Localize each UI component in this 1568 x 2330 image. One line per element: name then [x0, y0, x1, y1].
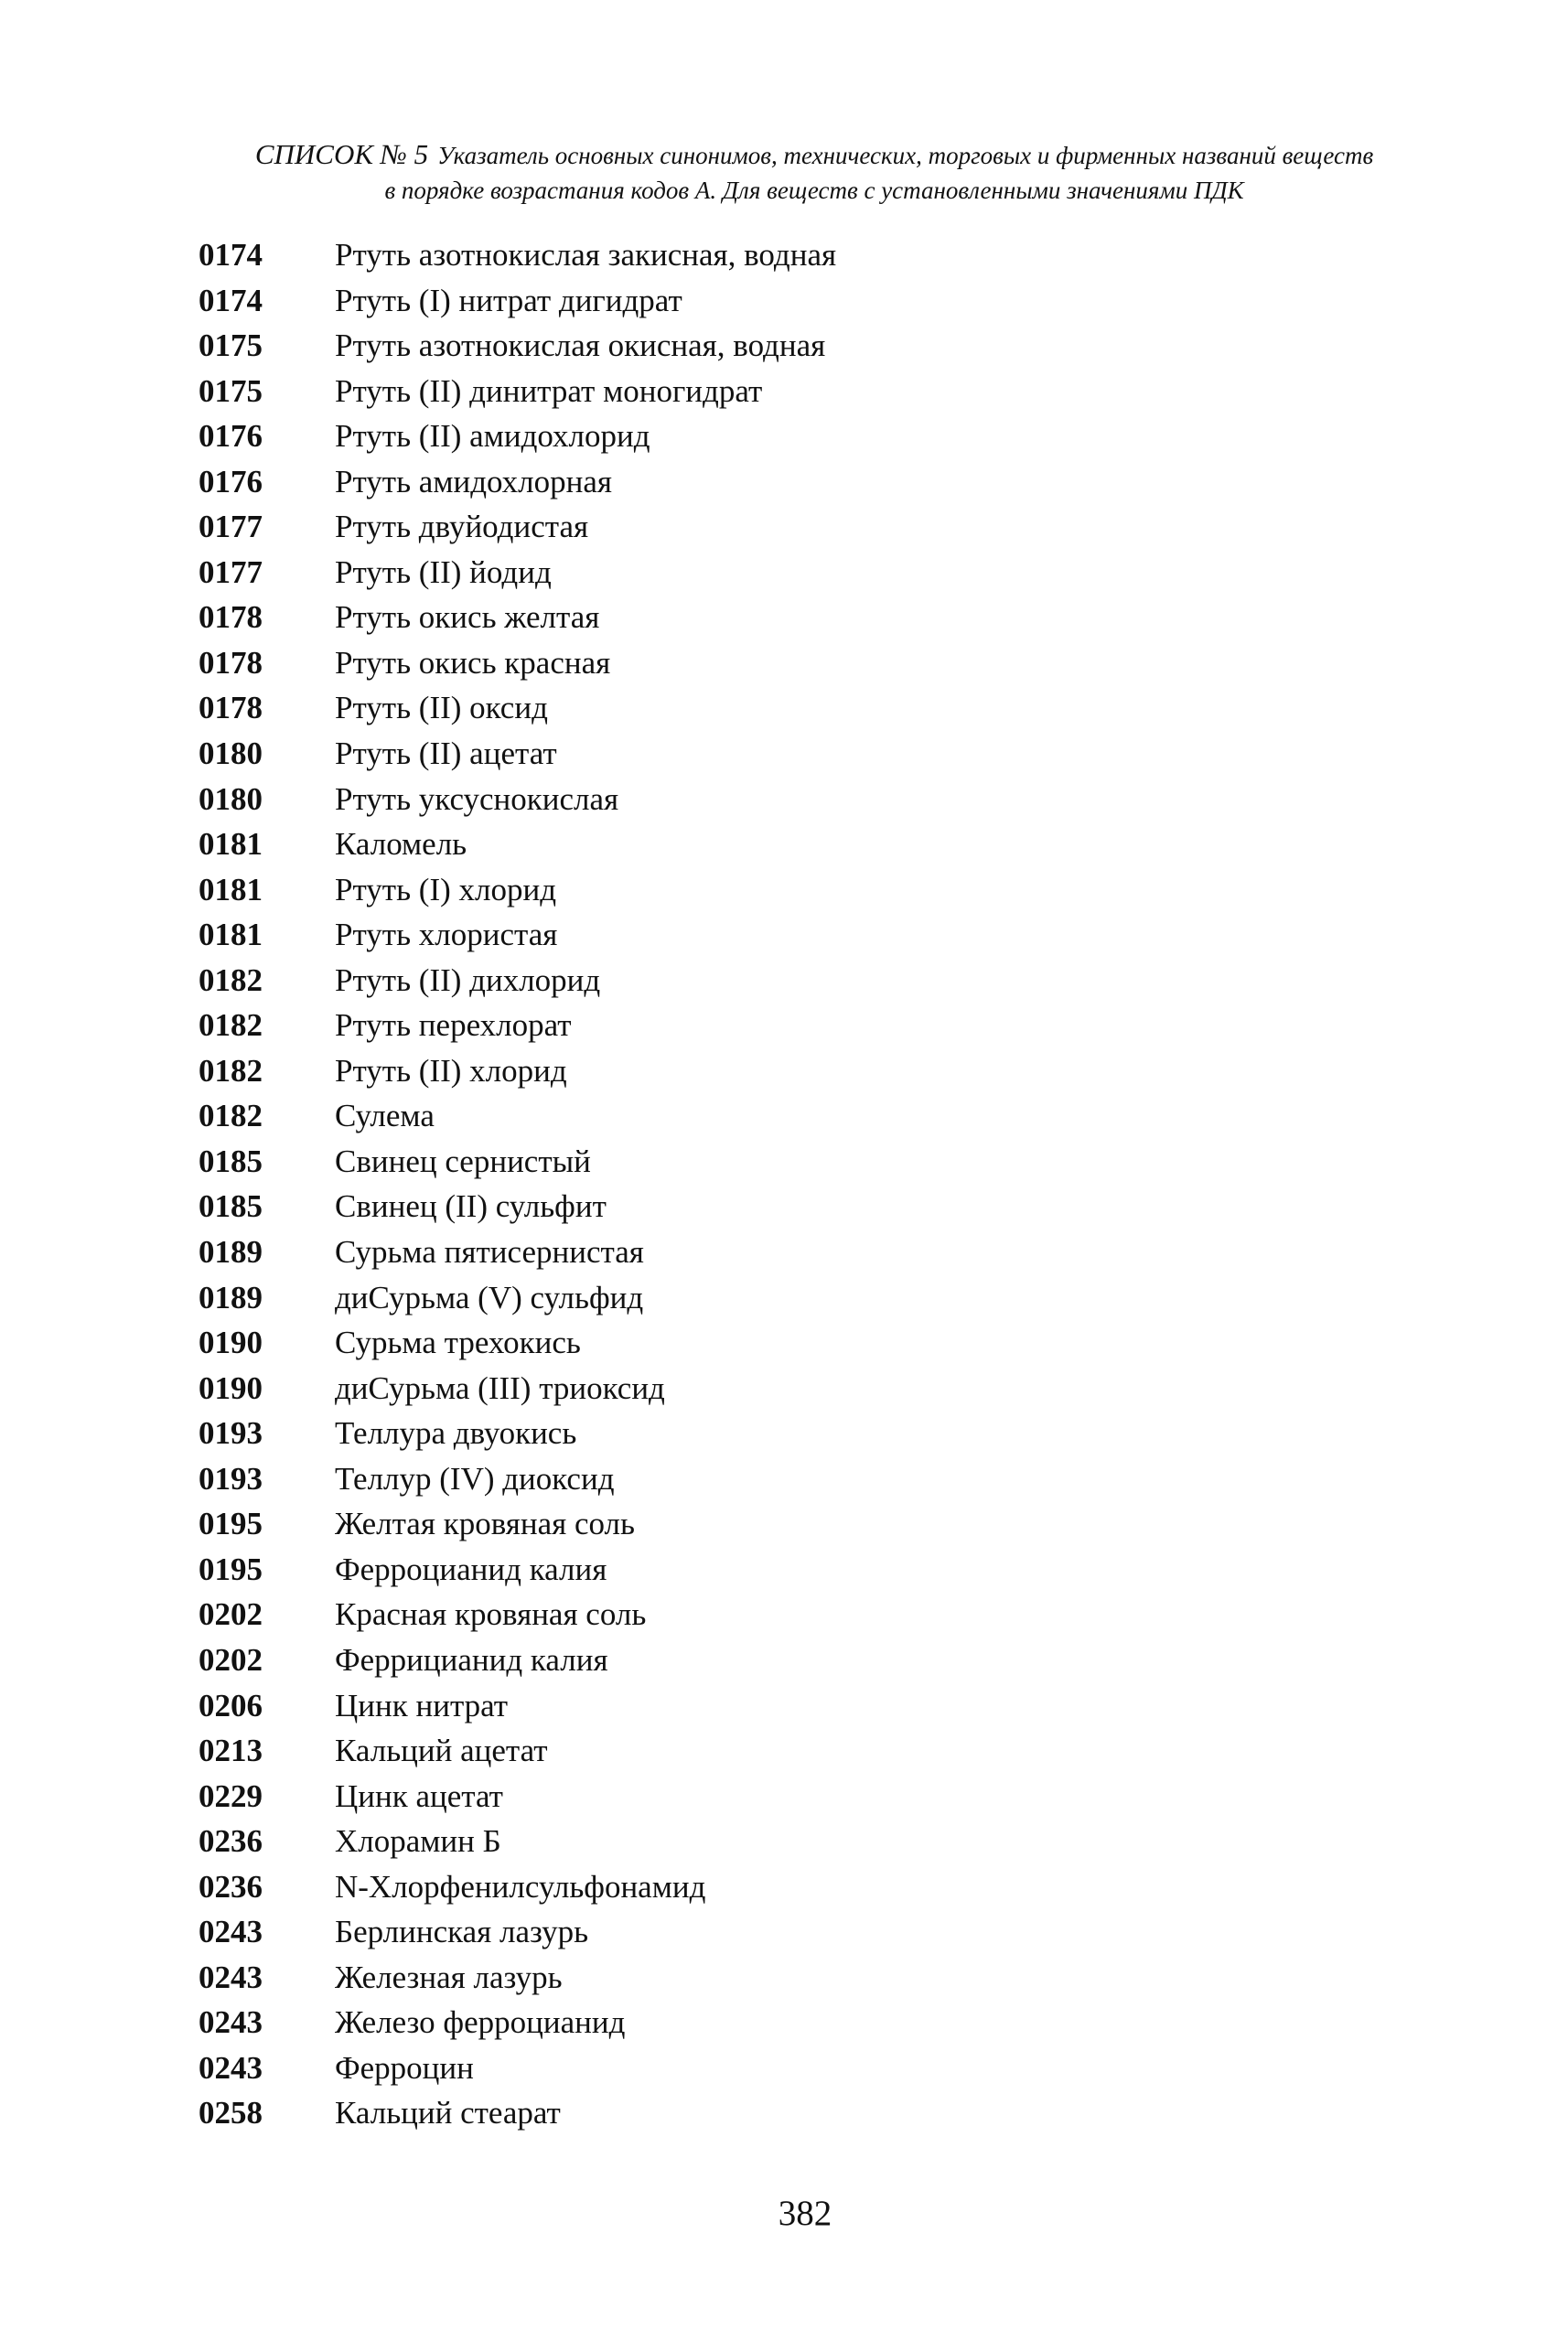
substance-code: 0243: [199, 2049, 263, 2086]
list-item: [0, 962, 1568, 1008]
substance-name: Теллур (IV) диоксид: [335, 1460, 615, 1497]
substance-name: Ртуть перехлорат: [335, 1007, 572, 1044]
substance-name: Кальций ацетат: [335, 1733, 548, 1769]
substance-name: Желтая кровяная соль: [335, 1506, 635, 1542]
list-item: [0, 283, 1568, 328]
substance-code: 0182: [199, 1007, 263, 1044]
substance-code: 0178: [199, 690, 263, 726]
list-item: [0, 917, 1568, 962]
substance-code: 0243: [199, 1914, 263, 1950]
substance-code: 0174: [199, 237, 263, 273]
substance-name: Ртуть (II) хлорид: [335, 1052, 567, 1089]
list-item: [0, 1733, 1568, 1778]
substance-code: 0185: [199, 1143, 263, 1179]
substance-name: Ртуть хлористая: [335, 917, 558, 953]
substance-name: Ртуть азотнокислая закисная, водная: [335, 237, 837, 273]
substance-code: 0189: [199, 1279, 263, 1315]
substance-name: Ртуть уксуснокислая: [335, 780, 619, 817]
substance-name: Берлинская лазурь: [335, 1914, 589, 1950]
substance-name: Ферроцианид калия: [335, 1551, 607, 1587]
substance-name: Красная кровяная соль: [335, 1596, 647, 1633]
substance-name: диСурьма (V) сульфид: [335, 1279, 644, 1315]
list-item: [0, 554, 1568, 600]
substance-code: 0213: [199, 1733, 263, 1769]
substance-code: 0175: [199, 327, 263, 364]
list-item: [0, 1596, 1568, 1642]
list-item: [0, 690, 1568, 736]
substance-name: Ртуть двуйодистая: [335, 509, 589, 545]
list-item: [0, 1688, 1568, 1734]
substance-code: 0193: [199, 1415, 263, 1452]
list-item: [0, 373, 1568, 419]
substance-code: 0185: [199, 1188, 263, 1225]
substance-name: Сурьма трехокись: [335, 1325, 581, 1361]
substance-name: N-Хлорфенилсульфонамид: [335, 1868, 706, 1905]
substance-code: 0177: [199, 553, 263, 590]
list-item: [0, 1415, 1568, 1461]
list-item: [0, 1552, 1568, 1597]
substance-name: Ртуть (II) дихлорид: [335, 961, 601, 998]
list-item: [0, 645, 1568, 691]
header-title: Указатель основных синонимов, технических, торговых и фирменных названий веществ: [437, 142, 1374, 169]
substance-code: 0181: [199, 826, 263, 863]
substance-code: 0178: [199, 599, 263, 636]
substance-code: 0202: [199, 1596, 263, 1633]
substance-name: Ртуть амидохлорная: [335, 463, 612, 499]
substance-code: 0236: [199, 1868, 263, 1905]
substance-name: Сулема: [335, 1098, 435, 1134]
substance-name: Ртуть (II) йодид: [335, 553, 552, 590]
substance-code: 0177: [199, 509, 263, 545]
substance-name: Железо ферроцианид: [335, 2004, 626, 2041]
list-item: [0, 826, 1568, 872]
substance-name: Ртуть азотнокислая окисная, водная: [335, 327, 826, 364]
header-line-1: [165, 137, 1464, 173]
list-item: [0, 872, 1568, 918]
list-item: [0, 1506, 1568, 1552]
list-item: [0, 1960, 1568, 2005]
list-item: [0, 1188, 1568, 1234]
substance-code: 0174: [199, 282, 263, 318]
list-item: [0, 418, 1568, 464]
substance-name: диСурьма (III) триоксид: [335, 1369, 665, 1406]
substance-code: 0181: [199, 871, 263, 907]
list-item: [0, 599, 1568, 645]
substance-name: Железная лазурь: [335, 1959, 563, 1995]
list-item: [0, 464, 1568, 510]
list-item: [0, 1098, 1568, 1144]
substance-name: Ртуть (I) хлорид: [335, 871, 557, 907]
list-item: [0, 1144, 1568, 1189]
list-item: [0, 1914, 1568, 1960]
substance-name: Свинец сернистый: [335, 1143, 591, 1179]
list-item: [0, 237, 1568, 283]
substance-code: 0236: [199, 1823, 263, 1860]
header-line-2: в порядке возрастания кодов А. Для веществ с установленными значениями ПДК: [384, 177, 1244, 204]
substance-code: 0258: [199, 2095, 263, 2131]
substance-name: Цинк нитрат: [335, 1687, 509, 1723]
list-item: [0, 1007, 1568, 1053]
list-item: [0, 736, 1568, 781]
substance-code: 0180: [199, 736, 263, 772]
substance-code: 0195: [199, 1506, 263, 1542]
list-item: [0, 1869, 1568, 1915]
substance-name: Хлорамин Б: [335, 1823, 501, 1860]
substance-code: 0182: [199, 1052, 263, 1089]
substance-name: Ртуть (II) оксид: [335, 690, 548, 726]
substance-code: 0178: [199, 644, 263, 681]
list-item: [0, 781, 1568, 827]
substance-name: Теллура двуокись: [335, 1415, 577, 1452]
substance-code: 0180: [199, 780, 263, 817]
substance-code: 0202: [199, 1641, 263, 1678]
list-item: [0, 2095, 1568, 2141]
substance-code: 0243: [199, 2004, 263, 2041]
list-item: [0, 1823, 1568, 1869]
substance-name: Каломель: [335, 826, 467, 863]
substance-code: 0190: [199, 1369, 263, 1406]
substance-name: Ртуть (II) амидохлорид: [335, 418, 650, 455]
substance-name: Свинец (II) сульфит: [335, 1188, 607, 1225]
substance-name: Феррицианид калия: [335, 1641, 608, 1678]
substance-code: 0176: [199, 463, 263, 499]
substance-name: Ферроцин: [335, 2049, 474, 2086]
list-item: [0, 327, 1568, 373]
substance-code: 0195: [199, 1551, 263, 1587]
substance-code: 0181: [199, 917, 263, 953]
substance-code: 0190: [199, 1325, 263, 1361]
substance-name: Кальций стеарат: [335, 2095, 561, 2131]
substance-name: Ртуть (II) ацетат: [335, 736, 557, 772]
page-header: [165, 137, 1464, 208]
list-item: [0, 1642, 1568, 1688]
list-item: [0, 1053, 1568, 1099]
list-item: [0, 1370, 1568, 1416]
substance-name: Ртуть окись желтая: [335, 599, 600, 636]
substance-code: 0182: [199, 1098, 263, 1134]
synonym-list: [0, 237, 1568, 2141]
page-number: 382: [778, 2194, 832, 2233]
list-item: [0, 1778, 1568, 1824]
substance-name: Ртуть (I) нитрат дигидрат: [335, 282, 682, 318]
list-item: [0, 1325, 1568, 1370]
list-item: [0, 1280, 1568, 1326]
substance-code: 0243: [199, 1959, 263, 1995]
substance-code: 0176: [199, 418, 263, 455]
list-item: [0, 2004, 1568, 2050]
substance-code: 0182: [199, 961, 263, 998]
list-number: СПИСОК № 5: [254, 138, 429, 170]
substance-code: 0229: [199, 1777, 263, 1814]
list-item: [0, 509, 1568, 554]
substance-name: Ртуть (II) динитрат моногидрат: [335, 372, 763, 409]
substance-code: 0189: [199, 1234, 263, 1271]
substance-name: Сурьма пятисернистая: [335, 1234, 644, 1271]
substance-code: 0175: [199, 372, 263, 409]
list-item: [0, 2050, 1568, 2096]
list-item: [0, 1461, 1568, 1507]
substance-name: Ртуть окись красная: [335, 644, 611, 681]
substance-code: 0193: [199, 1460, 263, 1497]
list-item: [0, 1234, 1568, 1280]
substance-code: 0206: [199, 1687, 263, 1723]
substance-name: Цинк ацетат: [335, 1777, 503, 1814]
